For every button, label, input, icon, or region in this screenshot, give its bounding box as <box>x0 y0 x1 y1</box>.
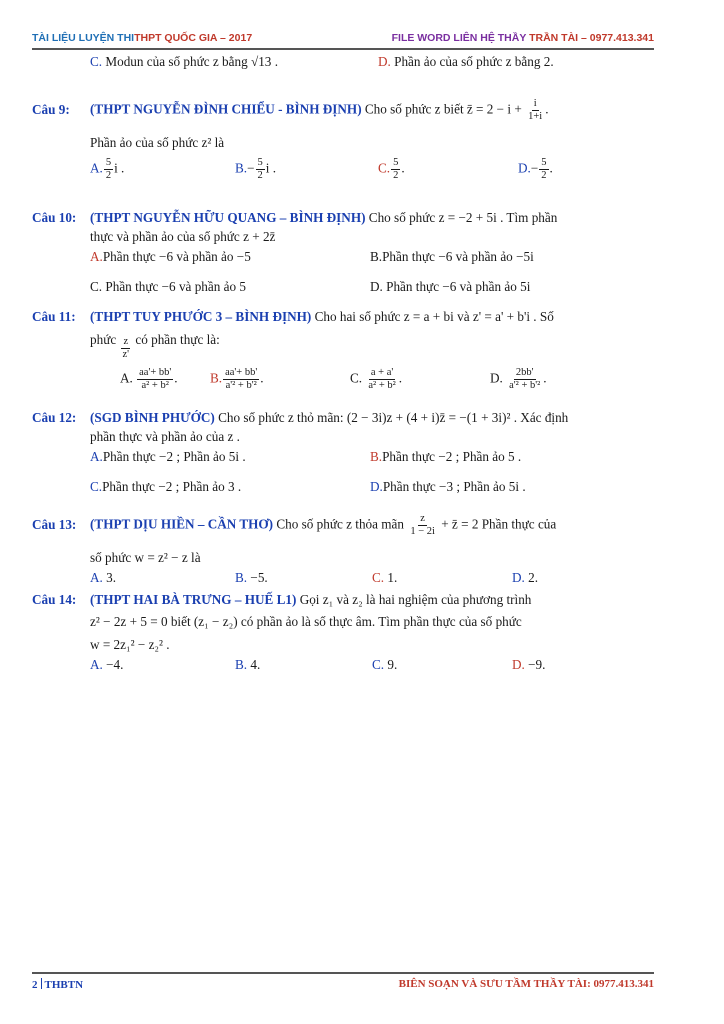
option-b: B. $\frac{aa'+ bb'}{\text{a'² + b'²}}$ . <box>210 367 264 391</box>
question-number: Câu 14: <box>32 592 77 607</box>
option-a: A. 3. <box>90 570 117 585</box>
footer-separator <box>41 978 42 989</box>
option-d: D. 2. <box>512 570 539 585</box>
header-right <box>392 32 654 44</box>
question-stem: Cho hai số phức z = a + bi và z' = a' + b'i . Số <box>314 309 554 324</box>
question-source: (THPT TUY PHƯỚC 3 – BÌNH ĐỊNH) <box>90 309 312 324</box>
option-b: B.− $\frac{5}{2}$ i . <box>235 157 277 181</box>
option-d: D.− $\frac{5}{2}$ . <box>518 157 553 181</box>
header-contact-label: FILE WORD LIÊN HỆ THẦY <box>391 32 530 44</box>
question-13-line2: số phức w = z² − z là <box>90 550 201 565</box>
prev-options <box>32 52 654 72</box>
page-number: 2 <box>32 979 38 991</box>
option-d: D. −9. <box>512 657 546 672</box>
question-13: Câu 13: (THPT DỊU HIỀN – CẦN THƠ) Cho số phức z thỏa mãn $\frac{z}{1 - 2i}$ + z̄ = 2 Phần thực của <box>32 513 557 537</box>
option-a: A.Phần thực −6 và phần ảo −5 <box>90 249 251 264</box>
question-number: Câu 11: <box>32 309 76 324</box>
option-c: C. $\frac{5}{2}$ . <box>378 157 405 181</box>
question-9: Câu 9: (THPT NGUYỄN ĐÌNH CHIỂU - BÌNH ĐỊNH) Cho số phức z biết z̄ = 2 − i + $\frac{i}{1+i}$ . <box>32 98 549 122</box>
header-contact-name: TRẦN TÀI – 0977.413.341 <box>529 32 654 44</box>
option-b: B. 4. <box>235 657 261 672</box>
question-14 <box>32 590 654 609</box>
footer-credit: BIÊN SOẠN VÀ SƯU TẦM THẦY TÀI: 0977.413.341 <box>398 978 654 990</box>
option-c: C. 1. <box>372 570 398 585</box>
question-source: (THPT NGUYỄN ĐÌNH CHIỂU - BÌNH ĐỊNH) <box>90 101 362 117</box>
question-14-line2: z² − 2z + 5 = 0 biết (z₁ − z₂) có phần ảo là số thực âm. Tìm phần thực của số phức <box>90 614 522 629</box>
option-c: C. 9. <box>372 657 398 672</box>
question-12-options-ab <box>32 447 654 467</box>
question-13-options <box>32 568 654 588</box>
fraction: $\frac{z}{1 - 2i}$ <box>410 513 435 537</box>
option-a: A. $\frac{5}{2}$ i . <box>90 157 125 181</box>
option-a: A. $\frac{aa'+ bb'}{\text{a² + b²}}$ . <box>120 367 178 391</box>
option-d: D. Phần thực −6 và phần ảo 5i <box>370 279 531 294</box>
question-number: Câu 9: <box>32 101 70 117</box>
option-b: B. −5. <box>235 570 268 585</box>
question-9-options <box>32 157 654 182</box>
header-left <box>32 32 252 44</box>
prev-option-c: C. Modun của số phức z bằng √13 . <box>90 54 278 69</box>
header-series-title: TÀI LIỆU LUYỆN THI <box>32 32 135 44</box>
footer-brand: THBTN <box>44 979 84 991</box>
question-12-line2: phần thực và phần ảo của z . <box>90 429 240 444</box>
option-a: A. −4. <box>90 657 124 672</box>
question-11-line2: phức $\frac{z}{z'}$ có phần thực là: <box>90 332 220 360</box>
question-14-options <box>32 655 654 675</box>
option-b: B.Phần thực −2 ; Phần ảo 5 . <box>370 449 522 464</box>
question-stem: Gọi z₁ và z₂ là hai nghiệm của phương trình <box>299 592 532 607</box>
question-number: Câu 10: <box>32 210 77 225</box>
question-10-options-cd <box>32 277 654 297</box>
option-c: C. $\frac{a + a'}{\text{a² + b²}}$ . <box>350 367 403 391</box>
question-14-line3: w = 2z₁² − z₂² . <box>90 637 170 652</box>
option-a: A.Phần thực −2 ; Phần ảo 5i . <box>90 449 246 464</box>
option-c: C.Phần thực −2 ; Phần ảo 3 . <box>90 479 242 494</box>
question-number: Câu 12: <box>32 410 77 425</box>
question-10-options-ab <box>32 247 654 267</box>
fraction: $\frac{i}{1+i}$ <box>528 98 543 122</box>
page-header <box>32 30 654 48</box>
question-11-options <box>32 367 654 392</box>
question-source: (THPT DỊU HIỀN – CẦN THƠ) <box>90 516 274 532</box>
question-stem: Cho số phức z thỏa mãn <box>276 516 405 532</box>
fraction: $\frac{z}{z'}$ <box>122 336 130 360</box>
option-c: C. Phần thực −6 và phần ảo 5 <box>90 279 246 294</box>
document-body <box>32 52 654 675</box>
question-10-line2: thực và phần ảo của số phức z + 2z̄ <box>90 229 276 244</box>
question-source: (THPT HAI BÀ TRƯNG – HUẾ L1) <box>90 592 297 607</box>
footer-page-info <box>32 978 83 991</box>
option-d: D. $\frac{2bb'}{\text{a'² + b'²}}$ . <box>490 367 547 391</box>
question-source: (THPT NGUYỄN HỮU QUANG – BÌNH ĐỊNH) <box>90 210 366 225</box>
question-12-options-cd <box>32 477 654 497</box>
question-10 <box>32 208 654 227</box>
question-stem: Cho số phức z thỏ mãn: (2 − 3i)z + (4 + i)z̄ = −(1 + 3i)² . Xác định <box>218 410 569 425</box>
question-source: (SGD BÌNH PHƯỚC) <box>90 410 215 425</box>
question-stem: Cho số phức z = −2 + 5i . Tìm phần <box>368 210 558 225</box>
question-11 <box>32 307 654 326</box>
option-d: D.Phần thực −3 ; Phần ảo 5i . <box>370 479 526 494</box>
option-b: B.Phần thực −6 và phần ảo −5i <box>370 249 534 264</box>
question-stem: Cho số phức z biết z̄ = 2 − i + <box>364 101 522 117</box>
question-12 <box>32 408 654 427</box>
footer-rule <box>32 972 654 974</box>
question-9-line2: Phần ảo của số phức z² là <box>90 135 225 150</box>
page-footer <box>32 972 654 994</box>
prev-option-d: D. Phần ảo của số phức z bằng 2. <box>378 54 554 69</box>
question-number: Câu 13: <box>32 516 77 532</box>
header-rule <box>32 48 654 50</box>
header-exam-name: THPT QUỐC GIA – 2017 <box>134 32 253 44</box>
